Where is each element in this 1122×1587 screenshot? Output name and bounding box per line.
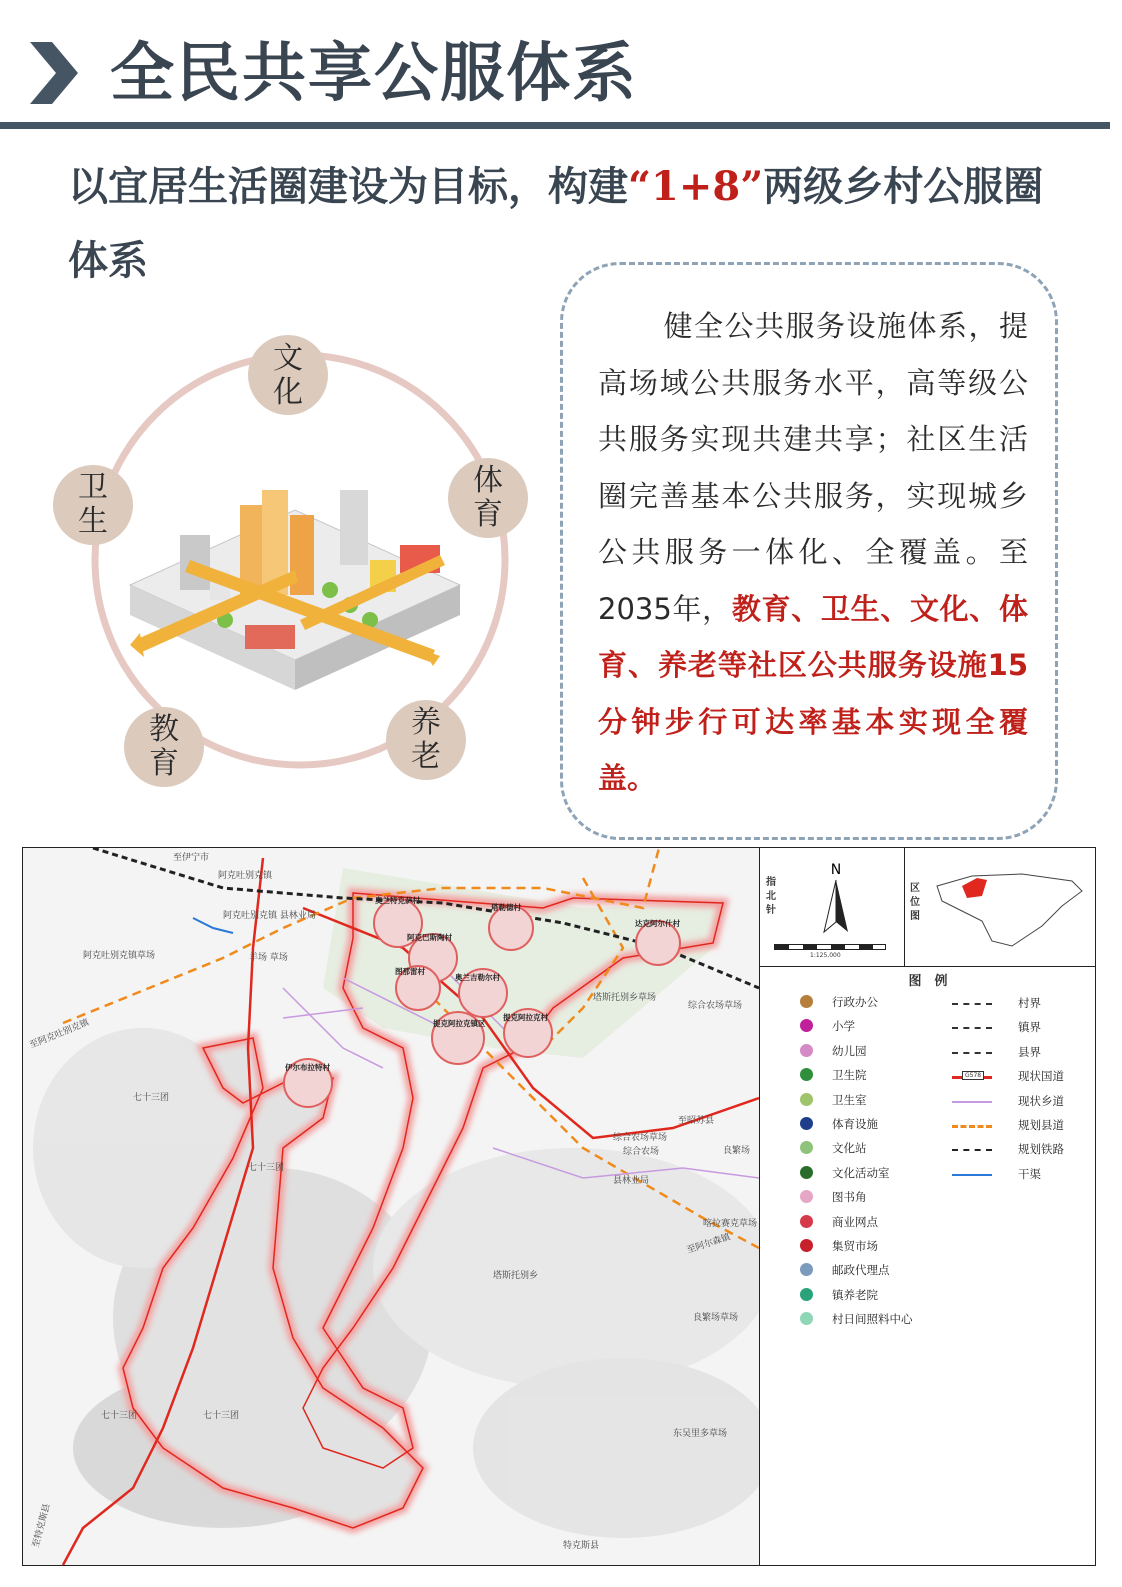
legend-symbol [800, 1166, 813, 1179]
wheel-node-education [124, 707, 204, 787]
compass-box [760, 848, 905, 967]
svg-text:文: 文 [273, 341, 303, 376]
map-label: 综合农场草场 [613, 1133, 668, 1143]
legend-line-label: 县界 [1018, 1044, 1041, 1059]
map-label: 至阿克吐别克镇 [28, 1017, 91, 1051]
map-label: 阿克吐别克镇 [218, 871, 273, 881]
svg-text:卫: 卫 [78, 470, 108, 505]
legend-line-symbol [952, 1101, 992, 1103]
map-label: 特克斯县 [563, 1541, 600, 1551]
description-normal: 健全公共服务设施体系，提高场域公共服务水平，高等级公共服务实现共建共享；社区生活圈完善基本公共服务，实现城乡公共服务一体化、全覆盖。至2035年， [598, 309, 1028, 626]
legend-symbol [800, 1093, 813, 1106]
map-label: 七十三团 [248, 1163, 285, 1173]
wheel-node-health [53, 465, 133, 545]
legend-symbol [800, 1044, 813, 1057]
legend-symbol [800, 1068, 813, 1081]
compass-label: 指北针 [766, 877, 776, 916]
legend-symbol [800, 1263, 813, 1276]
map-canvas [23, 848, 759, 1565]
legend-label: 村日间照料中心 [832, 1312, 913, 1327]
legend-label: 体育设施 [832, 1117, 878, 1131]
legend-symbol [800, 1288, 813, 1301]
map-label: 塔斯托别乡 [493, 1271, 539, 1281]
legend-line-label: 规划铁路 [1018, 1142, 1064, 1157]
legend-symbol [800, 1239, 813, 1252]
legend-line-symbol [952, 1149, 992, 1151]
page-header [0, 0, 1122, 130]
map-label: 良繁场草场 [693, 1313, 739, 1323]
svg-text:老: 老 [411, 739, 441, 774]
svg-text:育: 育 [473, 497, 503, 532]
map-label: 阿克吐别克镇草场 [83, 951, 156, 961]
legend-label: 集贸市场 [832, 1239, 878, 1253]
village-label: 图那雷村 [395, 967, 425, 976]
svg-text:育: 育 [149, 746, 179, 781]
city-illustration [130, 490, 460, 690]
legend-symbol [800, 1190, 813, 1203]
legend-label: 镇养老院 [832, 1287, 878, 1302]
map-label: 阿克吐别克镇 县林业局 [223, 911, 316, 921]
scale-bar [774, 944, 886, 950]
locator-map [932, 866, 1092, 956]
scale-text: 1:125,000 [810, 952, 841, 959]
village-label: 塔勒德村 [491, 903, 521, 912]
subtitle-highlight: “1+8” [628, 163, 764, 210]
village-label: 提克阿拉克村 [503, 1013, 548, 1022]
legend-label: 行政办公 [832, 995, 878, 1009]
svg-text:N: N [830, 862, 842, 878]
description-highlight: 教育、卫生、文化、体育、养老等社区公共服务设施15分钟步行可达率基本实现全覆盖。 [598, 591, 1028, 795]
village-label: 伊尔布拉特村 [285, 1063, 330, 1072]
map-label: 良繁场 [723, 1146, 751, 1156]
map-label: 喀拉赛克草场 [703, 1219, 758, 1229]
map-label: 东吴里多草场 [673, 1429, 728, 1439]
legend-label: 图书角 [832, 1190, 867, 1205]
legend-line-symbol [952, 1174, 992, 1176]
wheel-node-elderly [386, 700, 466, 780]
village-label: 奥兰特克萨村 [375, 896, 420, 905]
map-label: 七十三团 [133, 1093, 170, 1103]
legend-symbol [800, 1117, 813, 1130]
map-label: 塔斯托别乡草场 [593, 993, 657, 1003]
village-label: 奥兰吉勒尔村 [455, 973, 500, 982]
wheel-node-sports [448, 458, 528, 538]
legend-label: 幼儿园 [832, 1043, 867, 1058]
legend-line-symbol [952, 1003, 992, 1005]
legend-label: 文化站 [832, 1141, 867, 1156]
legend-line-label: 干渠 [1018, 1166, 1041, 1181]
village-label: 达克阿尔什村 [635, 919, 680, 928]
map-label: 综合农场草场 [688, 1001, 743, 1011]
locator-box [904, 848, 1096, 967]
legend-title: 图 例 [908, 974, 948, 989]
legend-symbol [800, 1019, 813, 1032]
locator-label: 区位图 [910, 883, 920, 922]
map-label: 至昭苏县 [678, 1116, 715, 1126]
title-divider [0, 122, 1110, 129]
planning-map [22, 847, 1096, 1566]
legend-line-symbol [952, 1125, 992, 1128]
legend-symbol [800, 1215, 813, 1228]
legend-symbol [800, 995, 813, 1008]
map-label: 七十三团 [203, 1411, 240, 1421]
map-legend-panel [759, 848, 1096, 1565]
subtitle-part2: 两级乡村公服圈体系 [68, 164, 1044, 284]
svg-text:体: 体 [473, 463, 503, 498]
legend-label: 邮政代理点 [832, 1263, 890, 1278]
svg-text:化: 化 [273, 375, 303, 410]
legend-label: 卫生院 [832, 1068, 867, 1083]
map-label: 县林业局 [613, 1176, 650, 1186]
legend-label: 小学 [832, 1019, 855, 1034]
map-label: 羊场 草场 [249, 953, 288, 963]
map-label: 至阿尔森镇 [685, 1232, 732, 1256]
village-label: 阿克巴斯陶村 [407, 933, 452, 942]
map-label: 至特克斯县 [31, 1502, 53, 1549]
description-text [598, 298, 1028, 807]
legend-line-label: 规划县道 [1018, 1118, 1064, 1132]
map-label: 至伊宁市 [173, 853, 210, 863]
legend-label: 文化活动室 [832, 1165, 890, 1180]
legend-label: 商业网点 [832, 1214, 878, 1229]
wheel-node-culture [248, 335, 328, 415]
subtitle-part1: 以宜居生活圈建设为目标，构建 [68, 164, 628, 210]
legend-line-label: 现状国道 [1018, 1069, 1064, 1084]
page-title: 全民共享公服体系 [110, 37, 638, 111]
north-arrow-icon [816, 860, 856, 940]
legend-line-label: 村界 [1018, 996, 1041, 1010]
service-wheel-diagram [40, 320, 560, 820]
map-label: 七十三团 [101, 1411, 138, 1421]
map-label: 综合农场 [623, 1147, 660, 1157]
svg-text:养: 养 [411, 705, 441, 740]
svg-text:教: 教 [149, 712, 179, 747]
legend-symbol [800, 1141, 813, 1154]
legend-line-label: 镇界 [1018, 1020, 1041, 1035]
road-badge: G578 [962, 1071, 984, 1080]
legend-line-symbol [952, 1052, 992, 1054]
chevron-right-icon [28, 40, 80, 106]
legend-line-label: 现状乡道 [1018, 1093, 1064, 1108]
legend-label: 卫生室 [832, 1092, 867, 1107]
legend-line-symbol [952, 1027, 992, 1029]
legend-symbol [800, 1312, 813, 1325]
svg-text:生: 生 [78, 504, 108, 539]
village-label: 提克阿拉克镇区 [433, 1019, 486, 1028]
